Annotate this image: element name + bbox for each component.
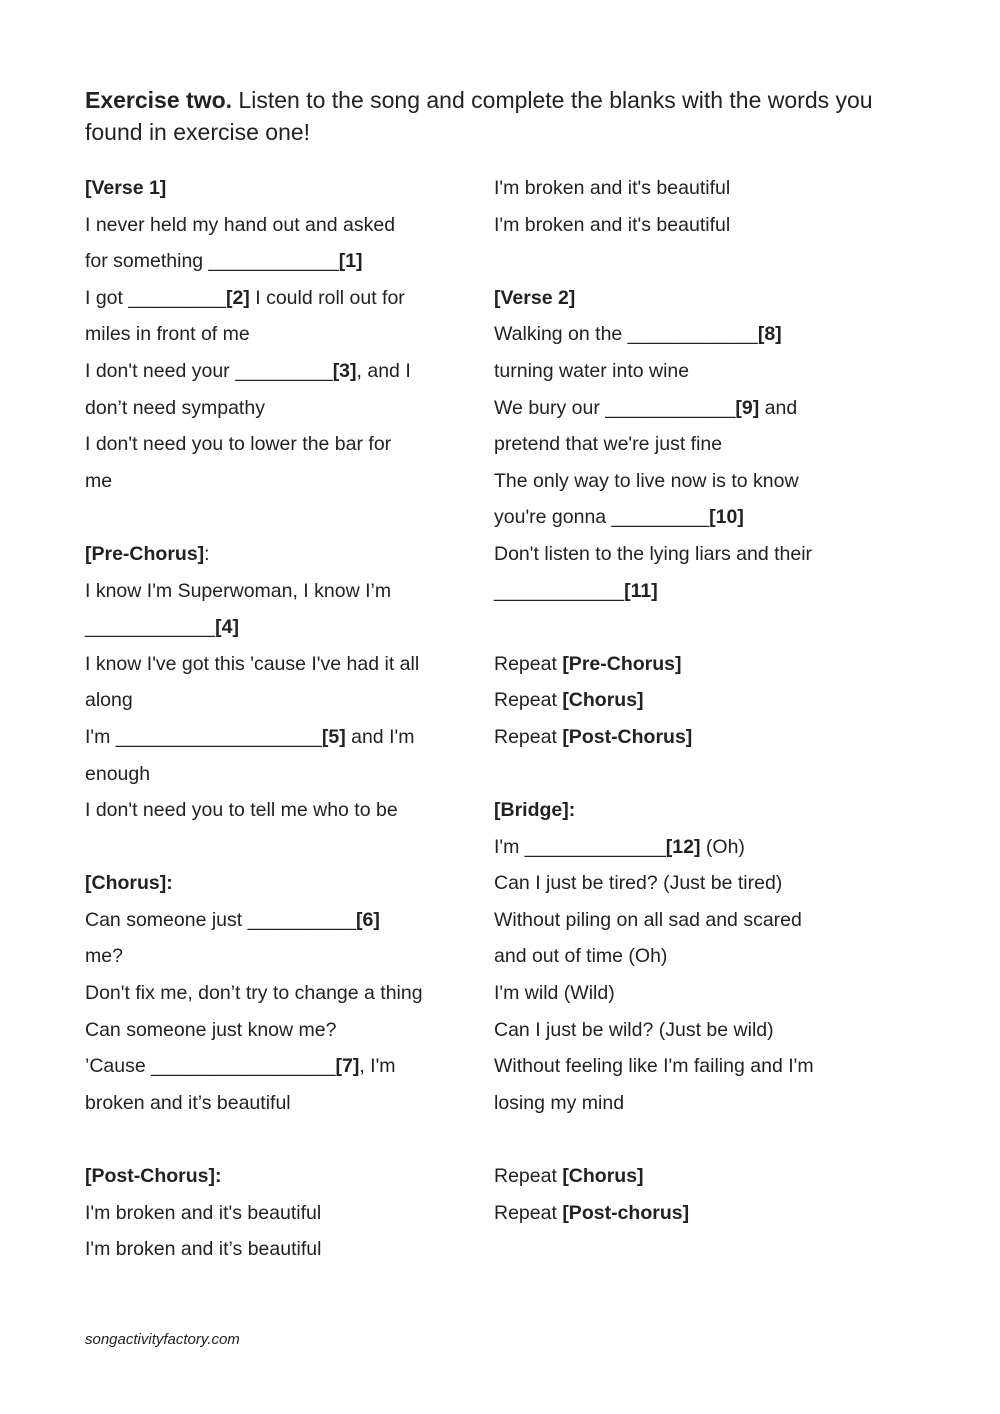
lyric-text: Can someone just know me? bbox=[85, 1018, 337, 1041]
lyric-text: I don't need you to tell me who to be bbox=[85, 799, 398, 822]
lyric-line bbox=[85, 719, 455, 756]
footer-source: songactivityfactory.com bbox=[85, 1331, 240, 1348]
lyric-text: me? bbox=[85, 945, 123, 968]
lyric-text: don’t need sympathy bbox=[85, 396, 265, 419]
lyric-line bbox=[85, 682, 455, 719]
section-label: [Pre-Chorus] bbox=[85, 542, 205, 565]
lyric-text: I'm broken and it's beautiful bbox=[85, 1201, 322, 1224]
lyric-line bbox=[494, 682, 884, 719]
lyric-text: broken and it’s beautiful bbox=[85, 1091, 291, 1114]
lyric-line bbox=[85, 1048, 455, 1085]
lyric-text: Can I just be wild? (Just be wild) bbox=[494, 1018, 774, 1041]
lyric-line bbox=[494, 316, 884, 353]
lyric-text: miles in front of me bbox=[85, 323, 250, 346]
lyric-text: for something ____________ bbox=[85, 250, 339, 273]
lyric-line bbox=[85, 938, 455, 975]
lyric-text: Don't listen to the lying liars and their bbox=[494, 542, 813, 565]
section-label: [Verse 1] bbox=[85, 177, 167, 199]
lyric-line bbox=[494, 1085, 884, 1122]
lyric-line bbox=[494, 463, 884, 500]
lyric-line bbox=[85, 1195, 455, 1232]
lyric-line bbox=[85, 902, 455, 939]
lyric-text: (Oh) bbox=[700, 835, 745, 858]
lyric-text: you're gonna _________ bbox=[494, 506, 710, 529]
lyric-line bbox=[85, 463, 455, 500]
section-label: [Post-chorus] bbox=[562, 1201, 690, 1224]
blank-number: [1] bbox=[338, 250, 363, 273]
lyric-text: Walking on the ____________ bbox=[494, 323, 758, 346]
exercise-heading bbox=[85, 84, 915, 148]
lyric-text: ’Cause _________________ bbox=[85, 1055, 336, 1078]
section-label: [Bridge]: bbox=[494, 799, 576, 822]
lyric-text: and I'm bbox=[345, 725, 415, 748]
lyric-line bbox=[494, 829, 884, 866]
lyric-text: losing my mind bbox=[494, 1091, 625, 1114]
lyric-line bbox=[494, 1048, 884, 1085]
lyric-text: Repeat bbox=[494, 1165, 563, 1188]
lyrics-right-column bbox=[494, 170, 884, 1231]
lyric-text: me bbox=[85, 469, 113, 492]
lyric-text: Repeat bbox=[494, 652, 563, 675]
lyric-line bbox=[85, 646, 455, 683]
section-label: [Post-Chorus]: bbox=[85, 1165, 222, 1188]
lyric-text: and bbox=[759, 396, 798, 419]
lyric-text: Don't fix me, don’t try to change a thing bbox=[85, 982, 423, 1005]
lyric-line bbox=[85, 316, 455, 353]
lyric-text: along bbox=[85, 689, 133, 712]
lyric-text: I'm wild (Wild) bbox=[494, 982, 615, 1005]
lyric-text: I could roll out for bbox=[249, 286, 405, 309]
lyric-line bbox=[494, 792, 884, 829]
blank-line bbox=[494, 609, 884, 646]
blank-line bbox=[85, 829, 455, 866]
blank-number: [9] bbox=[735, 396, 760, 419]
blank-line bbox=[85, 499, 455, 536]
lyric-text: I'm _____________ bbox=[494, 835, 666, 858]
lyric-line bbox=[85, 1231, 455, 1268]
section-label: [Verse 2] bbox=[494, 286, 576, 309]
lyric-line bbox=[494, 280, 884, 317]
lyric-text: Without piling on all sad and scared bbox=[494, 908, 802, 931]
lyric-text: The only way to live now is to know bbox=[494, 469, 799, 492]
lyric-line bbox=[85, 975, 455, 1012]
lyric-line bbox=[85, 243, 455, 280]
lyric-line bbox=[85, 573, 455, 610]
lyric-line bbox=[494, 536, 884, 573]
lyric-line bbox=[85, 353, 455, 390]
section-label: [Chorus] bbox=[562, 689, 644, 712]
lyric-text: enough bbox=[85, 762, 151, 785]
lyric-line bbox=[85, 609, 455, 646]
lyric-text: Repeat bbox=[494, 725, 563, 748]
blank-number: [6] bbox=[356, 908, 380, 931]
exercise-instructions: Listen to the song and complete the blanks with the words you bbox=[238, 87, 873, 113]
lyric-text: We bury our ____________ bbox=[494, 396, 736, 419]
blank-number: [8] bbox=[757, 323, 782, 346]
lyric-line bbox=[85, 536, 455, 573]
blank-line bbox=[494, 756, 884, 793]
lyric-text: turning water into wine bbox=[494, 359, 690, 382]
blank-line bbox=[494, 243, 884, 280]
lyric-text: Can I just be tired? (Just be tired) bbox=[494, 872, 783, 895]
lyric-text: pretend that we're just fine bbox=[494, 433, 723, 456]
blank-number: [11] bbox=[624, 579, 658, 602]
lyric-line bbox=[85, 756, 455, 793]
lyric-text: Repeat bbox=[494, 1201, 563, 1224]
lyric-line bbox=[494, 646, 884, 683]
blank-number: [10] bbox=[709, 506, 744, 529]
lyric-line bbox=[494, 1012, 884, 1049]
lyric-text: I don't need you to lower the bar for bbox=[85, 433, 392, 456]
lyric-line bbox=[494, 390, 884, 427]
blank-line bbox=[494, 1121, 884, 1158]
lyric-line bbox=[494, 938, 884, 975]
section-label: [Chorus] bbox=[562, 1165, 644, 1188]
lyric-line bbox=[494, 865, 884, 902]
lyric-line bbox=[85, 792, 455, 829]
lyric-line bbox=[494, 975, 884, 1012]
blank-number: [2] bbox=[225, 286, 250, 309]
lyric-line bbox=[85, 1085, 455, 1122]
lyric-text: Can someone just __________ bbox=[85, 908, 357, 931]
lyric-text: and out of time (Oh) bbox=[494, 945, 668, 968]
lyric-text: ____________ bbox=[494, 579, 625, 602]
lyric-text: I got _________ bbox=[85, 286, 226, 309]
lyric-line bbox=[85, 1158, 455, 1195]
section-label: [Chorus]: bbox=[85, 872, 173, 895]
section-label: [Pre-Chorus] bbox=[562, 652, 682, 675]
lyric-text: , I'm bbox=[359, 1055, 396, 1078]
lyric-line bbox=[494, 1158, 884, 1195]
lyric-text: Without feeling like I'm failing and I'm bbox=[494, 1055, 814, 1078]
lyric-text: I'm broken and it's beautiful bbox=[494, 213, 731, 236]
exercise-label: Exercise two. bbox=[85, 87, 233, 113]
lyric-line bbox=[85, 170, 455, 207]
lyric-text: I'm ___________________ bbox=[85, 725, 322, 748]
lyric-line bbox=[494, 426, 884, 463]
lyric-line bbox=[494, 353, 884, 390]
lyric-line bbox=[85, 426, 455, 463]
lyric-line bbox=[494, 207, 884, 244]
lyric-line bbox=[85, 280, 455, 317]
lyric-line bbox=[494, 719, 884, 756]
lyric-text: : bbox=[204, 542, 210, 565]
lyric-text: , and I bbox=[356, 359, 411, 382]
lyric-text: I know I've got this 'cause I've had it all bbox=[85, 652, 420, 675]
lyrics-left-column bbox=[85, 170, 455, 1268]
lyric-text: I'm broken and it's beautiful bbox=[494, 177, 731, 199]
lyric-line bbox=[85, 390, 455, 427]
blank-line bbox=[85, 1121, 455, 1158]
lyric-line bbox=[494, 499, 884, 536]
lyric-line bbox=[494, 902, 884, 939]
blank-number: [5] bbox=[321, 725, 346, 748]
lyric-line bbox=[85, 865, 455, 902]
blank-number: [3] bbox=[332, 359, 357, 382]
lyric-line bbox=[494, 170, 884, 207]
blank-number: [7] bbox=[335, 1055, 360, 1078]
lyric-line bbox=[494, 1195, 884, 1232]
exercise-instructions-line2: found in exercise one! bbox=[85, 119, 311, 145]
lyric-text: I don't need your _________ bbox=[85, 359, 333, 382]
lyric-line bbox=[85, 1012, 455, 1049]
lyric-text: ____________ bbox=[85, 616, 216, 639]
lyric-text: I know I'm Superwoman, I know I’m bbox=[85, 579, 392, 602]
section-label: [Post-Chorus] bbox=[562, 725, 693, 748]
lyric-text: Repeat bbox=[494, 689, 563, 712]
blank-number: [12] bbox=[665, 835, 701, 858]
blank-number: [4] bbox=[215, 616, 239, 639]
lyric-line bbox=[494, 573, 884, 610]
lyric-line bbox=[85, 207, 455, 244]
lyric-text: I never held my hand out and asked bbox=[85, 213, 396, 236]
lyric-text: I'm broken and it’s beautiful bbox=[85, 1238, 322, 1261]
